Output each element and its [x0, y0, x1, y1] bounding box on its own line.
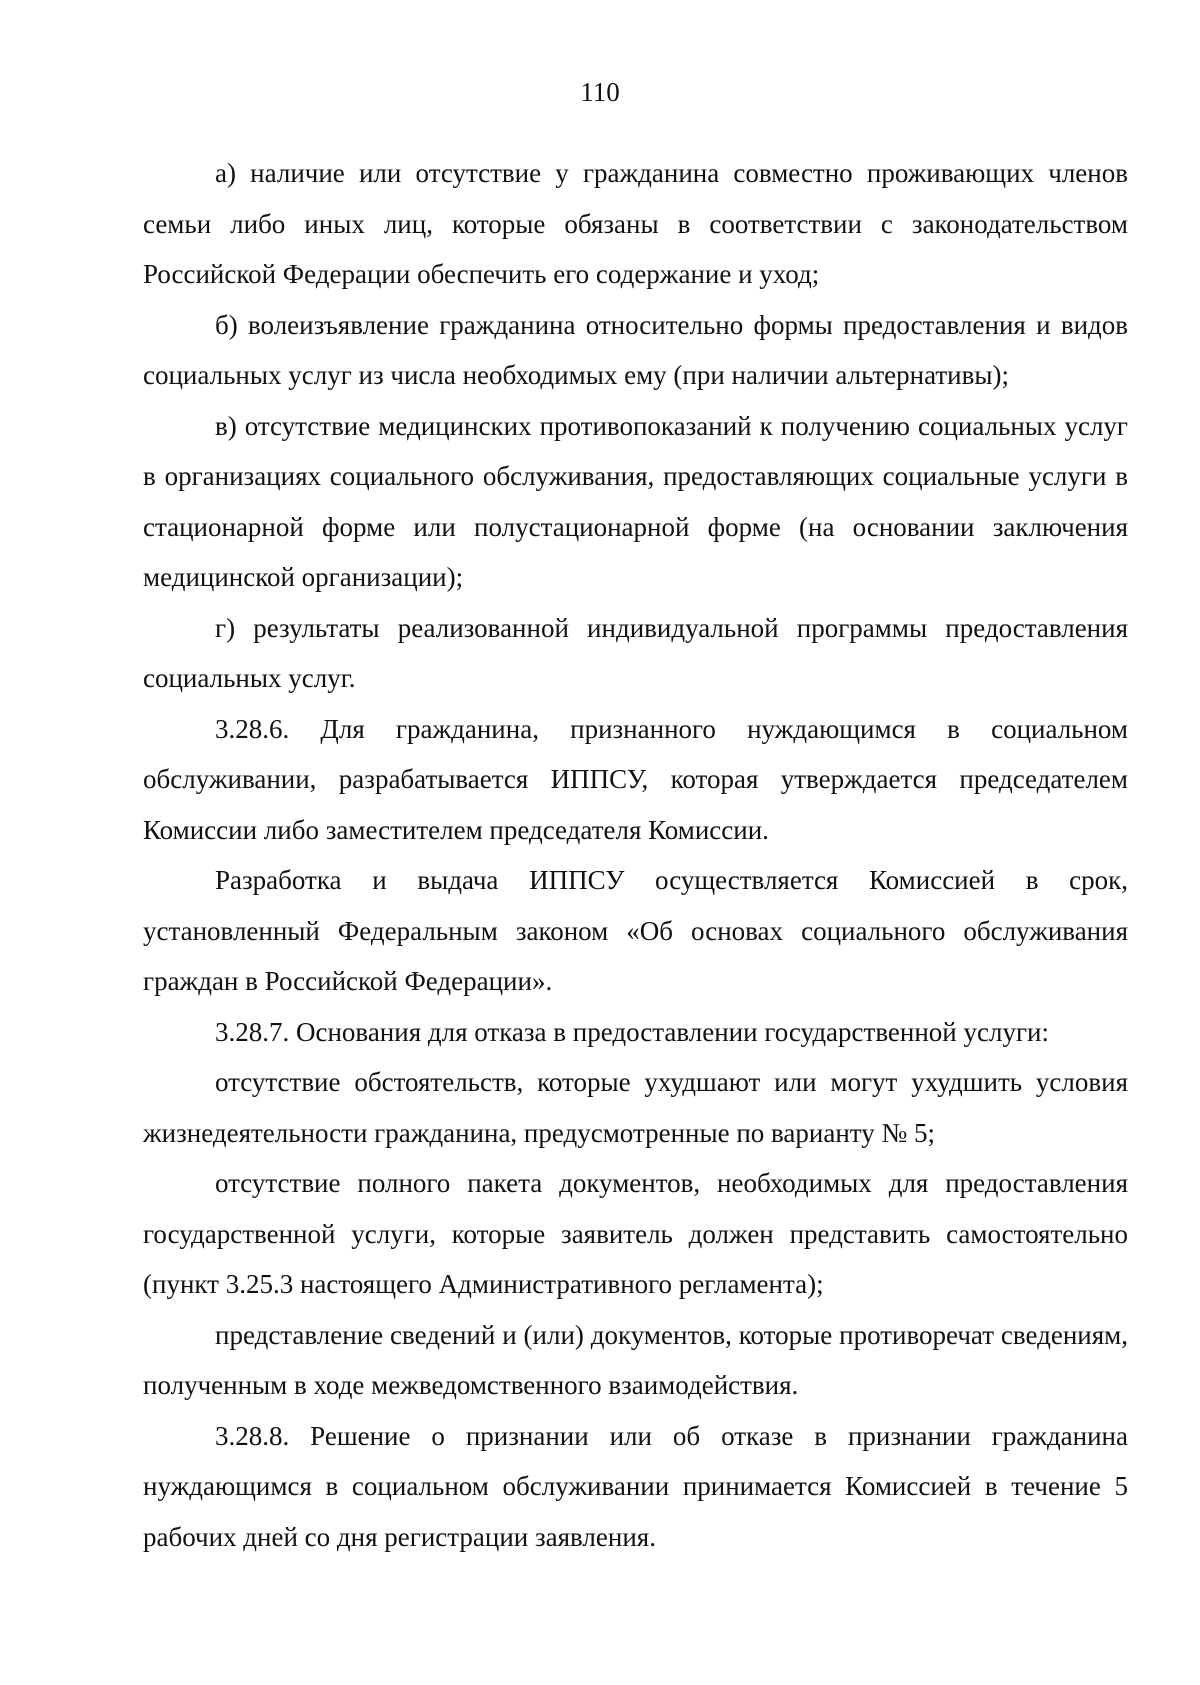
paragraph-ippsu-issuance: Разработка и выдача ИППСУ осуществляется Комиссией в срок, установленный Федеральным законом «Об основах социального обслуживания граждан в Российской Федерации». — [143, 865, 1128, 996]
refusal-ground-circumstances: отсутствие обстоятельств, которые ухудшают или могут ухудшить условия жизнедеятельности гражданина, предусмотренные по варианту № 5; — [143, 1067, 1128, 1148]
paragraph-item-v: в) отсутствие медицинских противопоказаний к получению социальных услуг в организациях социального обслуживания, предоставляющих социальные услуги в стационарной форме или полустационарной форме (на основании заключения медицинской организации); — [143, 410, 1128, 592]
page-number: 110 — [580, 77, 620, 107]
document-body — [143, 148, 1128, 1562]
paragraph-3-28-7: 3.28.7. Основания для отказа в предоставлении государственной услуги: — [215, 1016, 1049, 1047]
refusal-ground-contradictions: представление сведений и (или) документов, которые противоречат сведениям, полученным в ходе межведомственного взаимодействия. — [143, 1319, 1128, 1400]
paragraph-3-28-8: 3.28.8. Решение о признании или об отказе в признании гражданина нуждающимся в социальном обслуживании принимается Комиссией в течение 5 рабочих дней со дня регистрации заявления. — [143, 1420, 1128, 1552]
paragraph-item-a: а) наличие или отсутствие у гражданина совместно проживающих членов семьи либо иных лиц, которые обязаны в соответствии с законодательством Российской Федерации обеспечить его содержание и уход; — [143, 158, 1128, 289]
paragraph-3-28-6: 3.28.6. Для гражданина, признанного нуждающимся в социальном обслуживании, разрабатывается ИППСУ, которая утверждается председателем Комиссии либо заместителем председателя Комиссии. — [143, 713, 1128, 845]
paragraph-item-b: б) волеизъявление гражданина относительно формы предоставления и видов социальных услуг из числа необходимых ему (при наличии альтернативы); — [143, 309, 1128, 390]
refusal-ground-documents: отсутствие полного пакета документов, необходимых для предоставления государственной услуги, которые заявитель должен представить самостоятельно (пункт 3.25.3 настоящего Административного регламента); — [143, 1168, 1128, 1299]
paragraph-item-g: г) результаты реализованной индивидуальной программы предоставления социальных услуг. — [143, 612, 1128, 693]
